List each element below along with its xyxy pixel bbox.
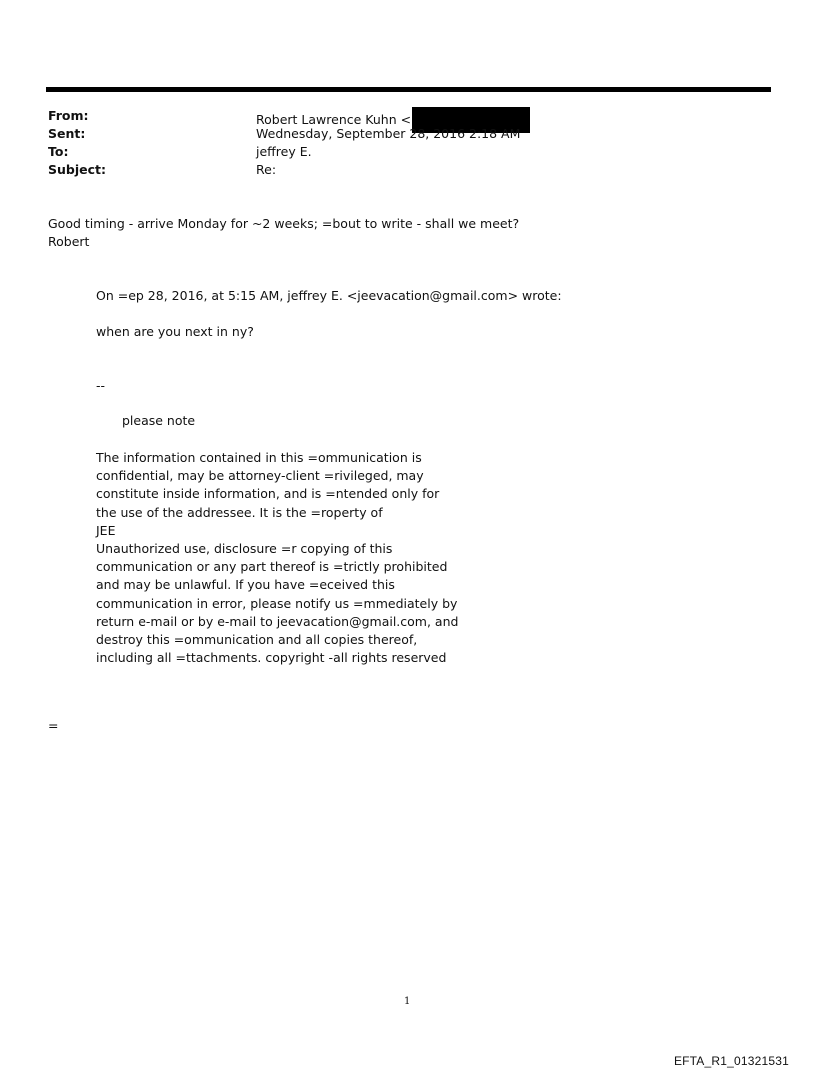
reply-signature: Robert	[48, 234, 90, 249]
disclaimer-line: communication or any part thereof is =trictly prohibited	[96, 559, 448, 575]
from-label: From:	[48, 108, 89, 123]
disclaimer-line: and may be unlawful. If you have =eceived this	[96, 577, 395, 593]
quoted-attribution: On =ep 28, 2016, at 5:15 AM, jeffrey E. <jeevacation@gmail.com> wrote:	[96, 288, 562, 303]
disclaimer-line: return e-mail or by e-mail to jeevacation@gmail.com, and	[96, 613, 459, 629]
header-rule	[46, 87, 771, 92]
to-value: jeffrey E.	[256, 144, 312, 159]
disclaimer-line: Unauthorized use, disclosure =r copying of this	[96, 541, 393, 557]
subject-value: Re:	[256, 162, 277, 177]
page-number: 1	[404, 996, 411, 1007]
disclaimer-line: the use of the addressee. It is the =roperty of	[96, 504, 383, 520]
disclaimer-line: The information contained in this =ommunication is	[96, 450, 422, 465]
disclaimer-line: including all =ttachments. copyright -all rights reserved	[96, 650, 447, 666]
bates-number: EFTA_R1_01321531	[673, 1054, 789, 1068]
signature-separator: --	[96, 378, 106, 393]
reply-text: Good timing - arrive Monday for ~2 weeks; =bout to write - shall we meet?	[48, 216, 520, 231]
from-name: Robert Lawrence Kuhn <	[256, 112, 412, 127]
quoted-message: when are you next in ny?	[96, 324, 254, 339]
trailing-equals: =	[48, 718, 59, 733]
disclaimer-line: confidential, may be attorney-client =rivileged, may	[96, 468, 424, 484]
disclaimer-line: destroy this =ommunication and all copies thereof,	[96, 632, 418, 648]
please-note: please note	[122, 413, 196, 428]
to-label: To:	[48, 144, 69, 159]
disclaimer-line: communication in error, please notify us =mmediately by	[96, 595, 458, 611]
sent-value: Wednesday, September 28, 2016 2:18 AM	[256, 126, 521, 141]
sent-label: Sent:	[48, 126, 86, 141]
disclaimer-line: JEE	[96, 522, 116, 538]
confidentiality-disclaimer	[96, 449, 458, 667]
disclaimer-line: constitute inside information, and is =ntended only for	[96, 486, 440, 502]
subject-label: Subject:	[48, 162, 106, 177]
